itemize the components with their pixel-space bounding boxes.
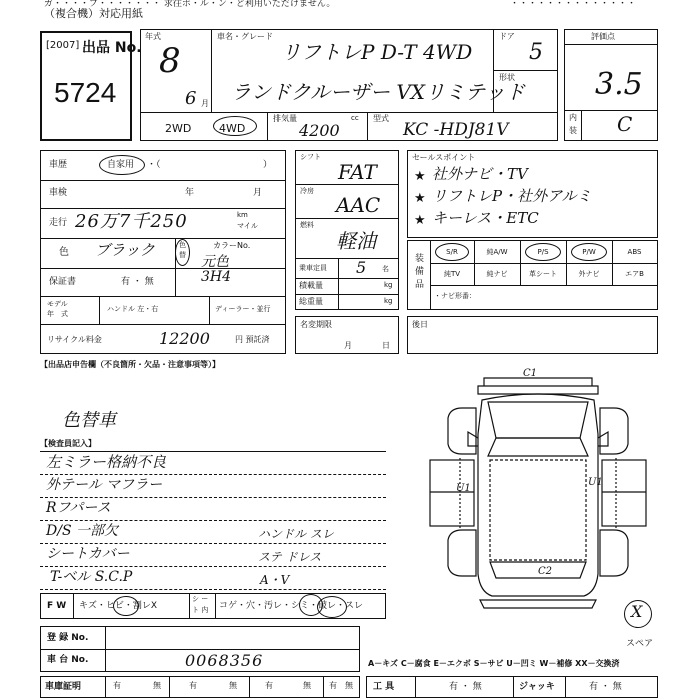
cert-item-8: 無 [345, 681, 353, 690]
equip-pw-circle [571, 243, 607, 261]
cert-item-3: 有 [189, 681, 197, 690]
ac-label: 冷房 [300, 187, 314, 195]
model-year-label-1: モデル [47, 300, 68, 308]
total-label: 総重量 [299, 297, 323, 306]
equip-ps-circle [525, 243, 561, 261]
mileage-unit-mile: マイル [237, 222, 258, 230]
month-unit: 月 [201, 99, 209, 108]
vehicle-box [140, 29, 558, 141]
garage-cert-box [40, 676, 360, 698]
note-line-6: T-ベル S.C.P [50, 569, 133, 585]
color-no-label: カラーNo. [213, 241, 251, 250]
cert-item-2: 無 [153, 681, 161, 690]
equip-sr: S/R [446, 248, 458, 256]
after-use-label: 後日 [412, 320, 428, 329]
sales-points-label: セールスポイント [412, 153, 476, 162]
fw-items: キズ・ヒビ・割レX [79, 601, 157, 611]
lot-number: 5724 [54, 77, 117, 108]
name-change-label: 名変期限 [300, 320, 332, 329]
color-no-value: 元色 3H4 [201, 254, 232, 286]
year-label: 年式 [145, 32, 161, 41]
model-value: KC -HDJ81V [403, 120, 509, 140]
color-change-2: 替 [179, 251, 186, 259]
model-year-label-2: 年 式 [47, 310, 68, 318]
equipment-label-3: 品 [415, 280, 425, 290]
total-unit: kg [384, 297, 393, 305]
spare-mark: X [631, 602, 643, 621]
seat-label-2: ト 内 [192, 606, 209, 614]
displacement-value: 4200 [299, 121, 340, 140]
equip-ext-navi: 外ナビ [578, 270, 600, 278]
recycle-unit: 円 預託済 [235, 335, 270, 344]
recycle-value: 12200 [159, 329, 210, 348]
sales-point-1: 社外ナビ・TV [432, 165, 528, 183]
tools-options: 有 ・ 無 [449, 682, 482, 692]
equip-ps: P/S [537, 248, 549, 256]
code-legend: A－キズ C－腐食 E－エクボ S－サビ U－凹ミ W－補修 XX－交換済 [368, 659, 620, 668]
fw-mark-circle [113, 596, 139, 616]
notes-section-label: 【出品店申告欄（不良箇所・欠品・注意事項等）】 [40, 360, 220, 369]
mileage-value: 26万7千250 [75, 211, 188, 232]
registration-box [40, 626, 360, 672]
capacity-unit: 名 [382, 265, 389, 273]
equip-pure-aw: 純A/W [486, 248, 508, 256]
equipment-label-1: 装 [415, 254, 425, 264]
cert-item-1: 有 [113, 681, 121, 690]
grade-box [564, 29, 658, 141]
inspector-label: 【検査員記入】 [40, 439, 96, 448]
capacity-value: 5 [356, 258, 367, 277]
equip-pure-navi: 純ナビ [486, 270, 508, 278]
tools-box [366, 676, 658, 698]
displacement-unit: cc [351, 114, 359, 122]
mileage-unit-km: km [237, 211, 248, 219]
tools-label: 工 具 [373, 682, 395, 692]
cert-item-6: 無 [303, 681, 311, 690]
grade-value: ランドクルーザー VXリミテッド [231, 80, 526, 104]
color-label: 色 [59, 247, 69, 258]
load-unit: kg [384, 281, 393, 289]
inspection-year: 年 [185, 188, 195, 198]
fuel-value: 軽油 [336, 229, 376, 253]
ac-value: AAC [336, 193, 381, 217]
cert-item-5: 有 [265, 681, 273, 690]
shift-label: シフト [300, 153, 321, 161]
history-close: ） [263, 160, 273, 170]
star-icon: ★ [414, 191, 426, 206]
header-subtitle: （複合機）対応用紙 [44, 7, 143, 20]
fuel-label: 燃料 [300, 221, 314, 229]
equip-airbag: エアB [625, 270, 644, 278]
history-label: 車歴 [49, 160, 68, 170]
sales-point-2: リフトレP・社外アルミ [432, 187, 592, 205]
color-change-note: 色替車 [62, 410, 116, 431]
note-line-1: 左ミラー格納不良 [46, 453, 167, 471]
name-change-day: 日 [382, 341, 390, 350]
warranty-label: 保証書 [49, 277, 77, 287]
equip-leather-seat: 革シート [529, 270, 557, 278]
grade-label: 評価点 [591, 32, 615, 41]
equipment-box [407, 240, 658, 310]
star-icon: ★ [414, 169, 426, 184]
side-note-1: ハンドル スレ [258, 527, 334, 541]
note-line-4: D/S 一部欠 [46, 523, 118, 539]
seat-mark-circle-2 [317, 596, 347, 618]
color-change-circle [175, 239, 190, 266]
mileage-label: 走行 [49, 218, 68, 228]
inspection-month: 月 [253, 188, 263, 198]
fw-label: F W [47, 601, 67, 611]
inspection-label: 車検 [49, 188, 68, 198]
history-paren: ・（ [147, 160, 161, 170]
month-value: 6 [185, 88, 197, 109]
side-note-3: A・V [260, 573, 290, 587]
dealer-label: ディーラー・並行 [215, 305, 271, 313]
load-label: 積載量 [299, 281, 323, 290]
equip-pure-tv: 純TV [443, 270, 461, 278]
note-line-3: Rフパース [46, 500, 111, 516]
after-use-box [407, 316, 658, 354]
year-tag: [2007] [46, 40, 80, 51]
cert-item-7: 有 [329, 681, 337, 690]
interior-value: C [617, 112, 633, 136]
jack-options: 有 ・ 無 [589, 682, 622, 692]
sales-point-3: キーレス・ETC [432, 209, 539, 227]
cert-item-4: 無 [229, 681, 237, 690]
seat-label-1: シ ー [192, 595, 209, 603]
star-icon: ★ [414, 213, 426, 228]
drive-4wd: 4WD [219, 122, 246, 135]
displacement-label: 排気量 [273, 114, 297, 123]
grade-score: 3.5 [595, 67, 643, 102]
car-damage-diagram [420, 364, 660, 644]
interior-label-1: 内 [569, 113, 577, 122]
fw-seat-row [40, 593, 386, 619]
reg-label: 登 録 No. [47, 633, 89, 643]
note-line-2: 外テール マフラー [46, 477, 163, 493]
note-line-5: シートカバー [46, 546, 130, 562]
equip-pw: P/W [582, 248, 596, 256]
chassis-label: 車 台 No. [47, 655, 89, 665]
warranty-options: 有 ・ 無 [121, 277, 154, 287]
recycle-label: リサイクル料金 [47, 335, 102, 344]
interior-label-2: 装 [569, 126, 577, 135]
shape-label: 形状 [499, 73, 515, 82]
name-label: 車名・グレード [217, 32, 273, 41]
chassis-value: 0068356 [185, 651, 264, 670]
handle-label: ハンドル 左・右 [107, 305, 159, 313]
name-change-box [295, 316, 399, 354]
sales-points-box [407, 150, 658, 238]
history-circle [99, 155, 145, 175]
navi-label: ・ナビ形番： [434, 292, 476, 300]
color-change-1: 色 [179, 241, 186, 249]
doors-label: ドア [499, 32, 515, 41]
seat-items: コゲ・穴・汚レ・シミ・破レ・スレ [219, 601, 364, 611]
equipment-label-2: 備 [415, 267, 425, 277]
name-value: リフトレP D-T 4WD [281, 40, 473, 64]
equip-sr-circle [435, 243, 469, 261]
details-box [40, 150, 286, 354]
name-change-month: 月 [344, 341, 352, 350]
shift-value: FAT [338, 160, 377, 184]
lot-number-box [40, 31, 142, 141]
specs-box [295, 150, 399, 310]
header-top-text-right: ・・・・・・・・・・・・・・ [510, 0, 637, 9]
year-value: 8 [159, 41, 181, 81]
cert-label: 車庫証明 [45, 682, 82, 692]
drive-2wd: 2WD [165, 122, 192, 135]
doors-value: 5 [529, 40, 543, 65]
history-value: 自家用 [107, 160, 135, 170]
header-top-text: ガ・・・・ブ・・・・・・・ 求往ボ・ル・ン・ど利用いただけません。 [44, 0, 336, 9]
side-note-2: ステ ドレス [258, 550, 322, 564]
model-label: 型式 [373, 114, 389, 123]
drive-4wd-circle [213, 116, 257, 136]
damage-mark-u1-right: U1 [588, 477, 603, 488]
spare-label: スペア [626, 639, 654, 649]
capacity-label: 乗車定員 [299, 264, 327, 272]
damage-mark-u1-left: U1 [456, 483, 471, 494]
damage-mark-c2: C2 [538, 566, 553, 577]
damage-mark-c1: C1 [523, 368, 538, 379]
equip-abs: ABS [627, 248, 642, 256]
color-value: ブラック [95, 241, 155, 259]
jack-label: ジャッキ [519, 682, 555, 692]
lot-no-label: 出品 No. [82, 40, 142, 56]
